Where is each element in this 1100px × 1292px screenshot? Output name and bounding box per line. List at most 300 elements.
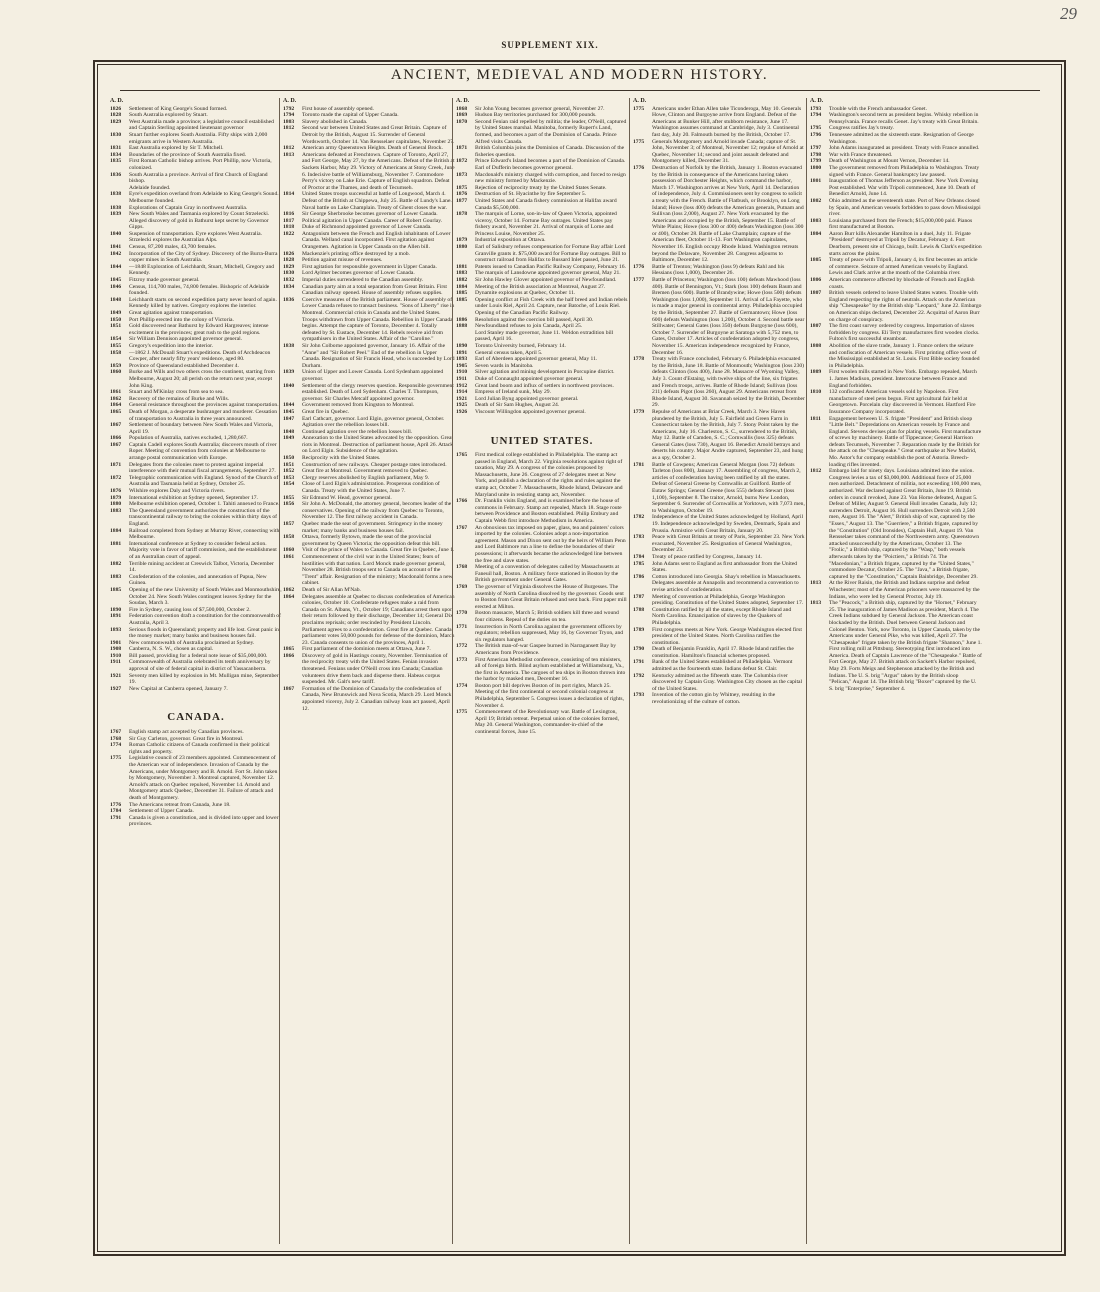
entry-year: 1839	[110, 211, 122, 218]
history-entry	[633, 534, 805, 554]
entry-year: 1811	[810, 415, 821, 422]
history-entry	[110, 211, 282, 218]
entry-year: 1864	[110, 402, 122, 409]
column-divider	[279, 98, 280, 1244]
entry-year: 1844	[283, 402, 295, 409]
history-entry	[110, 673, 282, 686]
entry-year: 1884	[110, 527, 122, 534]
entry-year: 1828	[110, 112, 122, 119]
entry-year: 1885	[456, 296, 468, 303]
entry-text: New commonwealth of Australia proclaimed at Sydney.	[129, 639, 255, 646]
history-entry	[283, 409, 455, 416]
entry-year: 1768	[110, 735, 122, 742]
entry-year: 1856	[283, 501, 295, 508]
history-entry	[456, 525, 628, 565]
entry-text: Opening of the new University of South Wales and Monmouthshire, October 24. New South Wales contingent leaves Sydney for the Soudan, March 3.	[129, 586, 282, 607]
entry-year: 1872	[456, 158, 468, 165]
entry-year: 1842	[110, 250, 122, 257]
history-entry	[810, 145, 982, 152]
entry-text: Sir Guy Carleton, governor. Great fire in Montreal.	[129, 735, 244, 742]
history-entry	[110, 218, 282, 231]
history-entry	[283, 587, 455, 594]
history-entry	[283, 501, 455, 521]
entry-text: The Americans retreat from Canada, June 18.	[129, 801, 231, 808]
entry-year: 1908	[110, 646, 122, 653]
entry-text: British Columbia joins the Dominion of Canada. Discussion of the fisheries question.	[475, 145, 625, 158]
entry-text: Great agitation against transportation.	[129, 310, 214, 316]
entry-year: 1926	[456, 408, 468, 415]
history-entry	[810, 165, 982, 178]
history-entry	[110, 627, 282, 640]
history-column	[633, 98, 805, 706]
entry-year: 1776	[633, 263, 645, 270]
entry-year: 1854	[110, 336, 122, 343]
history-entry	[633, 646, 805, 659]
entry-text: Bank of the United States established at Philadelphia. Vermont admitted as the fourteenth state. Indians defeat St. Clair.	[652, 659, 793, 673]
entry-year: 1812	[810, 468, 822, 475]
entry-year: 1844	[110, 263, 122, 270]
entry-text: Antagonism between the French and English inhabitants of Lower Canada. Welland canal incorporated. First agitation against Orangemen. Agitation in Upper Canada on the Allen bill.	[302, 230, 451, 251]
entry-text: Captain Cadell explores South Australia; discovers mouth of river Roper. Meeting of convention from colonies at Melbourne to arrange postal communication with Europe.	[129, 441, 277, 462]
history-entry	[456, 584, 628, 610]
entry-text: Bill passed, providing for a federal note issue of $35,000,000.	[129, 652, 268, 659]
history-entry	[456, 683, 628, 709]
history-entry	[456, 564, 628, 584]
entry-year: 1779	[633, 408, 645, 415]
entry-year: 1891	[456, 349, 468, 356]
entry-text: Clergy reserves abolished by English parliament, May 9.	[302, 474, 430, 481]
entry-text: Congress ratifies Jay's treaty.	[829, 125, 894, 132]
entry-text: Canberra, N. S. W., chosen as capital.	[129, 646, 214, 653]
entry-year: 1832	[283, 277, 295, 284]
entry-text: South Australia a province. Arrival of first Church of England bishop.	[129, 171, 268, 185]
section-heading: UNITED STATES.	[490, 434, 594, 447]
entry-text: Lord Stanley made governor, June 11. Weldon extradition bill passed, April 16.	[475, 329, 614, 343]
entry-year: 1809	[810, 369, 822, 376]
entry-year: 1806	[810, 277, 822, 284]
entry-year: 1798	[810, 151, 822, 158]
entry-text: Settlement of Upper Canada.	[129, 808, 194, 815]
entry-year: 1841	[110, 244, 122, 251]
entry-year: 1880	[110, 501, 122, 508]
entry-text: Invention of the cotton gin by Whitney, resulting in the revolutionizing of the culture of cotton.	[652, 692, 776, 706]
entry-year: 1786	[633, 573, 645, 580]
entry-text: Canadian party aim at a total separation from Great Britain. First Canadian railway opened. House of assembly refuses supplies.	[302, 283, 447, 297]
entry-year: 1816	[283, 211, 295, 218]
page-title: ANCIENT, MEDIEVAL AND MODERN HISTORY.	[390, 67, 769, 83]
entry-text: Great fire at Montreal. Government removed to Quebec.	[302, 468, 429, 475]
entry-text: Sir William Dennison appointed governor general.	[129, 336, 243, 343]
entry-year: 1867	[110, 441, 122, 448]
entry-text: Second Fenian raid repelled by militia; the leader, O'Neill, captured by United States marshal. Manitoba, formerly Rupert's Land, formed, and becomes a part of the Dominion of Canada. Prince Alfred visits Canada.	[475, 118, 627, 145]
history-entry	[283, 416, 455, 429]
entry-year: 1854	[283, 481, 295, 488]
history-entry	[810, 290, 982, 323]
entry-year: 1813	[810, 600, 822, 607]
entry-text: Engagement between U. S. frigate "President" and British sloop "Little Belt." Depredations on American vessels by France and England. Stevens devises plan for plating vessels. First manufacture of screws by machinery. Battle of Tippecanoe; General Harrison defeats Tecumseh, November 7. Reparation made by the British for the attack on the "Chesapeake." Great earthquake at New Madrid, Mo. Astor's fur company establish the post of Astoria. Breech-loading rifles invented.	[829, 415, 982, 468]
entry-year: 1847	[283, 415, 295, 422]
history-entry	[110, 574, 282, 587]
entry-year: 1804	[810, 230, 822, 237]
entry-text: Boston port bill deprives Boston of its port rights, March 25. Meeting of the first continental or second colonial congress at Philadelphia, September 5. Congress issues a declaration of rights, November 4.	[475, 682, 624, 709]
history-entry	[283, 257, 455, 264]
entry-year: 1852	[283, 468, 295, 475]
history-entry	[283, 435, 455, 455]
entry-year: 1851	[110, 323, 122, 330]
entry-year: 1881	[110, 540, 122, 547]
history-entry	[283, 145, 455, 152]
entry-text: Treaty of peace ratified by Congress, January 14.	[652, 553, 762, 560]
entry-year: 1890	[110, 606, 122, 613]
history-entry	[633, 409, 805, 462]
entry-year: 1869	[456, 112, 468, 119]
history-entry	[810, 257, 982, 277]
entry-text: Telegraphic communication with England. Synod of the Church of Australia and Tasmania held at Sydney, October 25.	[129, 474, 279, 488]
history-entry	[283, 284, 455, 297]
history-entry	[110, 396, 282, 403]
history-entry	[456, 498, 628, 524]
entry-year: 1812	[283, 125, 295, 132]
entry-text: Inauguration of Thomas Jefferson as president. New York Evening Post established. War with Tripoli commenced, June 10. Death of Benedict Arnold, June 14.	[829, 178, 979, 198]
entry-text: Death of Sir Allan M'Nab.	[302, 586, 361, 593]
entry-text: Ohio admitted as the seventeenth state. Port of New Orleans closed by Spain, and American vessels forbidden to pass down Mississippi river.	[829, 197, 981, 218]
entry-text: John Adams sent to England as first ambassador from the United States.	[652, 560, 798, 574]
history-entry	[633, 607, 805, 627]
entry-year: 1795	[810, 125, 822, 132]
entry-text: Eyre's expedition overland from Adelaide to King George's Sound. Melbourne founded.	[129, 191, 279, 204]
history-entry	[456, 145, 628, 158]
entry-year: 1793	[810, 105, 822, 112]
entry-year: 1792	[633, 672, 645, 679]
entry-text: Insurrection in North Carolina against the government officers by regulators; rebellion suppressed, May 16, by Governor Tryon, and six regulators hanged.	[475, 623, 624, 643]
history-entry	[283, 547, 455, 554]
entry-year: 1860	[110, 369, 122, 376]
entry-year	[110, 237, 129, 244]
history-entry	[810, 178, 982, 198]
entry-year: 1849	[283, 435, 295, 442]
entry-text: Empress of Ireland sunk, May 29.	[475, 389, 551, 396]
entry-year: 1859	[110, 362, 122, 369]
entry-text: Fire in Sydney, causing loss of $7,500,000, October 2.	[129, 606, 251, 613]
entry-year: 1771	[456, 623, 468, 630]
entry-text: Fitzroy made governor general.	[129, 277, 200, 284]
history-entry	[810, 158, 982, 165]
entry-text: Duke of Richmond appointed governor of Lower Canada.	[302, 224, 432, 231]
entry-year: 1794	[810, 112, 822, 119]
entry-year: 1814	[283, 191, 295, 198]
column-divider	[629, 98, 630, 1244]
history-entry	[810, 323, 982, 343]
entry-text: United States troops successful at battle of Longwood, March 4. Defeat of the British at Chippewa, July 25. Battle of Lundy's Lane. Naval battle on Lake Champlain. Treaty of Ghent closes the war.	[302, 191, 452, 211]
entry-text: First American Methodist conference, consisting of ten ministers, all of foreign birth. Blind asylum established at Williamsburg, Va., the first in America. The cargoes of tea ships in Boston thrown into the harbor by masked men, December 16.	[475, 656, 626, 683]
history-entry	[110, 422, 282, 435]
entry-year: 1810	[810, 389, 822, 396]
entry-text: First agitation for responsible government in Upper Canada.	[302, 263, 437, 270]
entry-text: Sir John Hawley Glover appointed governor of Newfoundland.	[475, 277, 617, 284]
ad-label: A. D.	[110, 98, 124, 104]
history-entry	[633, 514, 805, 534]
history-entry	[456, 610, 628, 623]
history-entry	[110, 508, 282, 528]
history-entry	[633, 264, 805, 277]
history-entry	[110, 106, 282, 113]
history-entry	[110, 646, 282, 653]
entry-text: International conference at Sydney to consider federal action. Majority vote in favor of tariff commission, and the establishment of an Australian court of appeal.	[129, 540, 277, 560]
history-entry	[283, 429, 455, 436]
page-number: 29	[1060, 4, 1077, 23]
entry-year: 1910	[110, 652, 122, 659]
entry-year: 1875	[456, 184, 468, 191]
history-column	[110, 98, 282, 828]
entry-text: Battle of Cowpens; American General Morgan (loss 72) defeats Tarleton (loss 800), January 17. Assembling of congress, March 2, articles of confederation having been ratified by all the states. Defeat of General Greene by Cornwallis at Guilford. Battle of Eutaw Springs; General Greene (loss 555) defeats Stewart (loss 1,100), September 8. The traitor, Arnold, burns New London, September 6. Surrender of Cornwallis at Yorktown, with 7,073 men, to Washington, October 19.	[652, 461, 805, 514]
history-entry	[110, 815, 282, 828]
entry-year: 1836	[110, 171, 122, 178]
history-entry	[633, 462, 805, 515]
entry-text: Sir John Young becomes governor general, November 27.	[475, 105, 605, 112]
entry-text: Destruction of St. Hyacinthe by fire September 5.	[475, 191, 587, 198]
entry-year: 1912	[456, 382, 468, 389]
entry-text: Industrial exposition at Ottawa.	[475, 237, 546, 244]
entry-text: English stamp act accepted by Canadian provinces.	[129, 729, 244, 736]
entry-year: 1830	[110, 131, 122, 138]
entry-year: 1807	[810, 290, 822, 297]
column-divider	[452, 98, 453, 1244]
entry-year: 1848	[283, 428, 295, 435]
entry-year: 1880	[456, 244, 468, 251]
history-entry	[810, 112, 982, 125]
entry-year: 1826	[283, 250, 295, 257]
entry-year: 1785	[633, 560, 645, 567]
entry-text: Political agitation in Upper Canada. Career of Robert Gourlay.	[302, 217, 443, 224]
entry-year: 1768	[456, 564, 468, 571]
entry-year: 1901	[110, 639, 122, 646]
entry-year: 1829	[283, 263, 295, 270]
entry-text: Meeting of a convention of delegates called by Massachusetts at Faneuil hall, Boston. A military force stationed in Boston by the British government under General Gates.	[475, 564, 619, 584]
entry-year: 1845	[283, 408, 295, 415]
entry-text: Suspension of transportation. Eyre explores West Australia.	[129, 230, 263, 237]
history-entry	[110, 145, 282, 152]
history-entry	[110, 528, 282, 541]
entry-text: Delegates assemble at Quebec to discuss confederation of American colonies, October 10. Confederate refugees make a raid from Canada on St. Albans, Vt., October 19; Canadians arrest them upon their return followed by their discharge, December 14; General Dix proclaims reprisals; order rescinded by President Lincoln. Parliament agrees to a confederation. Great fire at Quebec. Canada parliament votes 50,000 pounds for defense of the dominion, March 23. Canada consents to union of the provinces, April 1.	[302, 593, 455, 646]
entry-year: 1834	[110, 151, 122, 158]
history-entry	[110, 350, 282, 363]
entry-year: 1893	[456, 356, 468, 363]
history-entry	[810, 106, 982, 113]
entry-year: 1797	[810, 145, 822, 152]
history-entry	[633, 594, 805, 607]
history-entry	[110, 541, 282, 561]
entry-year: 1818	[283, 224, 295, 231]
history-entry	[633, 139, 805, 165]
entry-text: Delegates from the colonies meet to protest against imperial interference with their mutual fiscal arrangements, September 27.	[129, 461, 276, 475]
entry-text: Americans defeated at Frenchtown. Capture of Toronto, April 27, and Fort George, May 27, by the Americans. Defeat of the British at Sackets Harbor, May 29. Victory of Americans at Stony Creek, June 6. Indecisive battle of Williamsburg, November 7. Commodore Perry's victory on Lake Erie. Capture of English squadron. Defeat of Proctor at the Thames, and death of Tecumseh.	[302, 151, 455, 191]
entry-year: 1817	[283, 217, 295, 224]
entry-year: 1784	[110, 808, 122, 815]
entry-text: Newfoundland refuses to join Canada, April 25.	[475, 323, 583, 330]
entry-text: Federation convention draft a constitution for the commonwealth of Australia, April 3.	[129, 613, 281, 626]
entry-year: 1905	[456, 362, 468, 369]
entry-text: Settlement of the clergy reserves question. Responsible government established. Death of Lord Sydenham. Charles T. Thompson, governor. Sir Charles Metcalf appointed governor.	[302, 382, 454, 402]
entry-text: New South Wales and Tasmania explored by Count Strzelecki.	[129, 211, 270, 218]
entry-year: 1883	[456, 270, 468, 277]
history-entry	[283, 653, 455, 686]
history-entry	[456, 643, 628, 656]
entry-year: 1812	[283, 145, 295, 152]
history-entry	[810, 125, 982, 132]
entry-year: 1834	[283, 283, 295, 290]
entry-text: Adelaide founded.	[129, 184, 171, 191]
history-entry	[110, 152, 282, 159]
entry-text: Resolution against the coercion bill passed, April 30.	[475, 316, 594, 323]
entry-year: 1838	[110, 204, 122, 211]
entry-year: 1877	[456, 197, 468, 204]
entry-text: Kentucky admitted as the fifteenth state. The Columbia river discovered by Captain Gray. Washington City chosen as the capital of the United States.	[652, 672, 803, 692]
history-entry	[283, 534, 455, 547]
entry-year: 1793	[633, 692, 645, 699]
history-entry	[633, 561, 805, 574]
entry-text: Macdonald's ministry charged with corruption, and forced to resign new ministry formed by Mackenzie.	[475, 171, 626, 185]
entry-text: Population of Australia, natives excluded, 1,280,667.	[129, 435, 248, 442]
history-entry	[110, 336, 282, 343]
history-entry	[110, 369, 282, 389]
entry-text: John Adams inaugurated as president. Treaty with France annulled.	[829, 145, 980, 152]
entry-year: 1886	[456, 316, 468, 323]
entry-text: Lord Julian Byng appointed governor general.	[475, 395, 579, 402]
entry-year: 1861	[283, 553, 295, 560]
entry-year: 1855	[283, 494, 295, 501]
entry-year: 1883	[110, 573, 122, 580]
entry-year: 1789	[633, 626, 645, 633]
history-entry	[110, 488, 282, 495]
history-entry	[456, 172, 628, 185]
entry-text: Discovery of gold in Hastings county, November. Termination of the reciprocity treaty with the United States. Fenian invasion threatened. Fenians under O'Neill cross into Canada; Canadian volunteers drive them back and disperse them. Habeas corpus suspended. Mr. Galt's new tariff.	[302, 652, 448, 686]
history-entry	[110, 442, 282, 462]
entry-text: Treaty with France concluded, February 6. Philadelphia evacuated by the British, June 18. Battle of Monmouth; Washington (loss 230) defeats Clinton (loss 400), June 28. Massacre of Wyoming Valley, July 3. Count d'Estaing, with twelve ships of the line, six frigates and French troops, arrives. Battle of Rhode Island; Sullivan (loss 211) defeats Pigot (loss 260), August 29. Americans retreat from Rhode Island, August 30. Savannah seized by the British, December 29.	[652, 356, 805, 409]
entry-text: Louisiana purchased from the French; $15,000,000 paid. Pianos first manufactured at Boston.	[829, 217, 973, 231]
entry-year: 1858	[110, 349, 122, 356]
history-entry	[456, 389, 628, 396]
history-entry	[633, 692, 805, 705]
entry-text: Imperial duties surrendered to the Canadian assembly.	[302, 277, 424, 284]
history-entry	[283, 270, 455, 277]
entry-text: At the River Raisin, the British and Indians surprise and defeat Winchester; most of the American prisoners were massacred by the Indians, who were led by General Proctor, July 19.	[829, 580, 980, 600]
entry-text: Hudson Bay territories purchased for 300,000 pounds.	[475, 112, 597, 119]
history-entry	[110, 343, 282, 350]
entry-text: United States and Canada fishery commission at Halifax award Canada $5,500,000.	[475, 197, 617, 211]
entry-text: Gold discovered near Bathurst by Edward Hargreaves; intense excitement in the provinces; great rush to the gold regions.	[129, 323, 269, 336]
history-entry	[283, 468, 455, 475]
entry-text: International exhibition at Sydney opened, September 17.	[129, 494, 258, 501]
history-entry	[110, 686, 282, 693]
entry-year: 1766	[456, 498, 468, 505]
entry-text: Ottawa, formerly Bytown, made the seat of the provincial government by Queen Victoria; the opposition defeat this bill.	[302, 534, 441, 547]
history-entry	[456, 323, 628, 330]
history-entry	[110, 435, 282, 442]
entry-text: Incorporation of the City of Sydney. Discovery of the Burra-Burra copper mines in South Australia.	[129, 250, 278, 264]
entry-year: 1849	[110, 310, 122, 316]
entry-text: American commerce affected by blockade of French and English coasts.	[829, 277, 975, 290]
entry-text: Government removed from Kingston to Montreal.	[302, 402, 415, 409]
history-entry	[283, 686, 455, 712]
entry-year	[456, 330, 475, 343]
history-entry	[110, 172, 282, 185]
history-entry	[456, 284, 628, 291]
entry-text: Silver agitation and mining development in Porcupine district.	[475, 369, 615, 376]
history-column	[283, 98, 455, 712]
history-entry	[810, 580, 982, 600]
entry-year: 1885	[110, 586, 122, 593]
entry-text: The marquis of Lorne, son-in-law of Queen Victoria, appointed viceroy, October 14. Fortune Bay outrages. United States pay fishery award, November 21. Arrival of marquis of Lorne and Princess Louise, November 25.	[475, 211, 617, 237]
entry-year: 1884	[456, 283, 468, 290]
history-entry	[110, 495, 282, 502]
entry-year: 1891	[110, 613, 122, 620]
entry-text: Battle of Trenton; Washington (loss 9) defeats Rahl and his Hessians (loss 1,000), December 26.	[652, 263, 785, 277]
history-entry	[633, 356, 805, 409]
entry-year: 1778	[633, 356, 645, 363]
entry-text: War with France threatened.	[829, 151, 893, 158]
entry-year: 1850	[110, 316, 122, 323]
history-entry	[456, 119, 628, 145]
entry-year: 1890	[456, 342, 468, 349]
entry-text: Annexation to the United States advocated by the opposition. Great riots in Montreal. Destruction of parliament house, April 26. Attack on Lord Elgin. Subsidence of the agitation.	[302, 435, 454, 455]
entry-text: Seven wards in Manitoba.	[475, 362, 534, 369]
entry-text: Mackenzie's printing office destroyed by a mob.	[302, 250, 410, 257]
entry-text: Close of Lord Elgin's administration. Prosperous condition of Canada. Treaty with the United States, June 7.	[302, 481, 440, 495]
entry-text: Generals Montgomery and Arnold invade Canada; capture of St. John, November 3; of Montreal, November 12; repulse of Arnold at Quebec, November 14; second and joint assault defeated and Montgomery killed, December 31.	[652, 138, 804, 165]
history-entry	[456, 191, 628, 198]
entry-text: General resistance throughout the provinces against transportation.	[129, 402, 279, 409]
history-entry	[283, 112, 455, 119]
entry-text: An obnoxious tax imposed on paper, glass, tea and painters' colors imported by the colonies. Colonies adopt a non-importation agreement. Mason and Dixon sent out by the heirs of William Penn and Lord Baltimore run a line to define the boundaries of their possessions; it afterwards became the acknowledged line between the free and slave states.	[475, 524, 626, 564]
entry-year: 1857	[283, 521, 295, 527]
entry-year: 1882	[456, 277, 468, 284]
history-entry	[110, 112, 282, 119]
entry-year: 1801	[810, 178, 822, 185]
entry-text: Census, 114,700 males, 74,800 females. Bishopric of Adelaide founded.	[129, 283, 270, 297]
supplement-label: SUPPLEMENT XIX.	[501, 40, 599, 50]
entry-text: Sir John A. McDonald, the attorney general, becomes leader of the conservatives. Opening of the railway from Quebec to Toronto, November 12. The first railway accident in Canada.	[302, 501, 452, 521]
entry-text: Toronto University burned, February 14.	[475, 342, 566, 349]
entry-year: 1921	[456, 395, 468, 402]
history-entry	[110, 231, 282, 238]
entry-year: 1775	[110, 755, 122, 762]
entry-text: Census, 87,200 males, 43,700 females.	[129, 244, 217, 251]
history-entry	[110, 755, 282, 801]
entry-year: 1848	[110, 296, 122, 303]
entry-year: 1914	[456, 389, 468, 396]
history-entry	[456, 343, 628, 350]
entry-text: New Capital at Canberra opened, January 7.	[129, 685, 228, 692]
column-divider	[806, 98, 807, 1244]
history-entry	[810, 218, 982, 231]
entry-year: 1803	[283, 118, 295, 125]
entry-year: 1782	[633, 514, 645, 521]
entry-text: —1848 Exploration of Leichhardt, Stuart, Mitchell, Gregory and Kennedy.	[129, 263, 275, 277]
history-entry	[283, 369, 455, 382]
entry-text: Death of Sir Sam Hughes, August 24.	[475, 402, 560, 409]
entry-text: First parliament of the dominion meets at Ottawa, June 7.	[302, 646, 431, 653]
history-entry	[110, 742, 282, 755]
entry-text: First medical college established in Philadelphia. The stamp act passed in England, March 22. Virginia resolutions against right of taxation, May 29. A congress of the colonies proposed by Massachusetts, June 26. Congress of 27 delegates meet at New York, and publish a declaration of the rights and rules against the stamp act, October 7. Massachusetts, Rhode Island, Delaware and Maryland unite in resisting stamp act, November.	[475, 452, 623, 498]
entry-text: Burke and Wills and two others cross the continent, starting from Melbourne, August 20; all perish on the return next year, except John King.	[129, 369, 275, 389]
section-heading: CANADA.	[167, 711, 225, 724]
history-entry	[810, 369, 982, 389]
entry-text: Formation of the Dominion of Canada by the confederation of Canada, New Brunswick and Nova Scotia, March 29. Lord Monck appointed viceroy, July 2. Canadian railway loan act passed, April 12.	[302, 685, 452, 712]
history-entry	[810, 231, 982, 257]
entry-year: 1921	[110, 672, 122, 679]
entry-year: 1845	[110, 277, 122, 284]
history-entry	[110, 561, 282, 574]
